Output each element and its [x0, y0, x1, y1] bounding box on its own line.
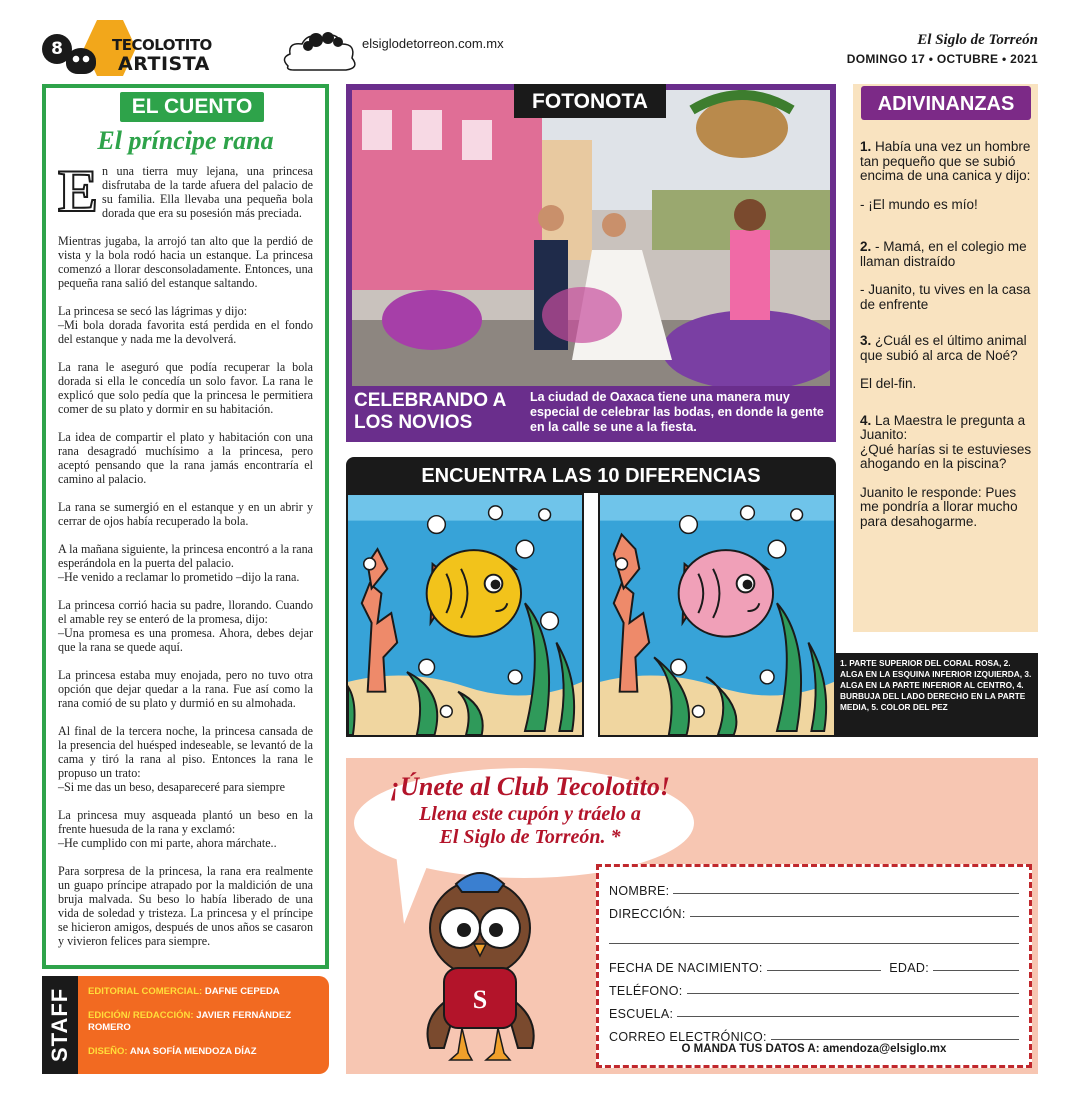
story-paragraph: La idea de compartir el plato y habitación con una rana desagradó muchísimo a la princesa, pero aceptó pensando que la rana jamás encontraría el camino al palacio.	[58, 430, 313, 486]
address-field[interactable]	[690, 916, 1019, 917]
section-name-line2: ARTISTA	[118, 53, 210, 75]
story-section-tag: EL CUENTO	[120, 92, 264, 122]
coupon-row-phone[interactable]	[609, 975, 1019, 998]
story-paragraph: La princesa estaba muy enojada, pero no tuvo otra opción que dejar quedar a la rana. Fue así como la rana comió de su plato y durmió en su almohada.	[58, 668, 313, 710]
fotonota-section	[346, 84, 836, 442]
age-field[interactable]	[933, 970, 1019, 971]
story-dropcap: E	[58, 158, 99, 224]
email-field[interactable]	[771, 1039, 1019, 1040]
story-paragraph: La rana le aseguró que podía recuperar la bola dorada si ella le concedía un solo favor. La rana le explicó que solo pedía que la princesa le permitiera comer de su plato y dormir en su habitación.	[58, 360, 313, 416]
newspaper-masthead: El Siglo de Torreón	[917, 32, 1038, 48]
club-section	[346, 758, 1038, 1074]
differences-picture-right	[598, 493, 836, 737]
riddle-question: 4. La Maestra le pregunta a Juanito: ¿Qué harías si te estuvieses ahogando en la piscina?	[860, 412, 1032, 471]
story-title: El príncipe rana	[97, 126, 274, 155]
riddle-answer: Juanito le responde: Pues me pondría a llorar mucho para desahogarme.	[860, 484, 1018, 529]
staff-credits	[78, 976, 329, 1074]
send-data-instruction[interactable]: O MANDA TUS DATOS A: amendoza@elsiglo.mx	[681, 1043, 947, 1055]
issue-date: DOMINGO 17 • OCTUBRE • 2021	[846, 52, 1038, 66]
name-field[interactable]	[673, 893, 1019, 894]
phone-field[interactable]	[687, 993, 1019, 994]
story-paragraph: La princesa corrió hacia su padre, llorando. Cuando el amable rey se enteró de la promesa, dijo: –Una promesa es una promesa. Ahora, debes dejar que la rana se quede aquí.	[58, 598, 313, 654]
riddle-answer: El del-fin.	[860, 376, 917, 391]
staff-credit-line	[88, 1010, 319, 1034]
mascot-shirt-letter: S	[472, 985, 488, 1014]
story-paragraph: Mientras jugaba, la arrojó tan alto que la perdió de vista y la bola rodó hacia un estanque. La princesa comenzó a llorar desconsoladamente. Entonces, una pequeña rana salió del estanque saltando.	[58, 234, 313, 290]
birthdate-field[interactable]	[767, 970, 882, 971]
staff-role: DISEÑO:	[88, 1046, 128, 1057]
staff-name: JAVIER FERNÁNDEZ ROMERO	[88, 1010, 292, 1033]
riddles-body	[860, 140, 1032, 543]
riddle-answer: - ¡El mundo es mío!	[860, 196, 978, 212]
fish-icon	[427, 550, 521, 637]
name-field-label: NOMBRE:	[609, 884, 670, 898]
owl-mascot-icon	[410, 848, 550, 1068]
section-name-line1: TECOLOTITO	[112, 36, 212, 54]
coupon-row-address[interactable]	[609, 898, 1019, 921]
staff-role: EDICIÓN/ REDACCIÓN:	[88, 1010, 194, 1021]
staff-name: DAFNE CEPEDA	[204, 986, 280, 997]
riddles-section	[853, 84, 1038, 632]
staff-name: ANA SOFÍA MENDOZA DÍAZ	[129, 1046, 257, 1057]
website-url[interactable]: elsiglodetorreon.com.mx	[362, 36, 504, 51]
club-subtitle-line: Llena este cupón y tráelo a	[419, 803, 641, 825]
differences-answers: 1. PARTE SUPERIOR DEL CORAL ROSA, 2. ALGA EN LA ESQUINA INFERIOR IZQUIERDA, 3. ALGA EN LA PARTE INFERIOR AL CENTRO, 4. BURBUJA DEL LADO DERECHO EN LA PARTE MEDIA, 5. COLOR DEL PEZ	[836, 653, 1038, 737]
address-field-label: DIRECCIÓN:	[609, 907, 686, 921]
photo-caption: La ciudad de Oaxaca tiene una manera muy especial de celebrar las bodas, en donde la gente en la calle se une a la fiesta.	[530, 390, 824, 434]
fish-icon	[679, 550, 773, 637]
story-paragraph-text: n una tierra muy lejana, una princesa disfrutaba de la tarde afuera del palacio de su familia. Ella llevaba una pequeña bola dorada que era su posesión más preciada.	[102, 164, 313, 220]
staff-role: EDITORIAL COMERCIAL:	[88, 986, 203, 997]
story-section	[42, 84, 329, 969]
club-title: ¡Únete al Club Tecolotito!	[390, 772, 670, 801]
membership-coupon	[596, 864, 1032, 1068]
riddle-question: 1. Había una vez un hombre tan pequeño que se subió encima de una canica y dijo:	[860, 139, 1031, 183]
club-subtitle	[370, 803, 690, 849]
age-field-label: EDAD:	[889, 961, 929, 975]
address-field-extra-line[interactable]	[609, 921, 1019, 944]
story-paragraph: A la mañana siguiente, la princesa encontró a la rana esperándola en la puerta del palacio. –He venido a reclamar lo prometido –dijo la rana.	[58, 542, 313, 584]
staff-section	[42, 976, 329, 1074]
story-paragraph: La princesa se secó las lágrimas y dijo: –Mi bola dorada favorita está perdida en el fondo del estanque y nada me la devolverá.	[58, 304, 313, 346]
story-paragraph: La princesa muy asqueada plantó un beso en la frente huesuda de la rana y exclamó: –He cumplido con mi parte, ahora márchate..	[58, 808, 313, 850]
coupon-row-birth-age[interactable]	[609, 952, 1019, 975]
staff-credit-line	[88, 986, 319, 998]
staff-credit-line	[88, 1046, 319, 1058]
owl-logo-icon	[66, 48, 96, 74]
riddle-question: 2. - Mamá, en el colegio me llaman distraído	[860, 239, 1027, 269]
staff-label: STAFF	[42, 976, 78, 1074]
coupon-row-name[interactable]	[609, 875, 1019, 898]
story-paragraph: Al final de la tercera noche, la princesa cansada de la presencia del huésped indeseable, se levantó de la cama y tiró la rana al piso. Entonces la rana le propuso un trato: –Si me das un beso, desapareceré para siempre	[58, 724, 313, 794]
differences-picture-left	[346, 493, 584, 737]
coupon-row-school[interactable]	[609, 998, 1019, 1021]
differences-title: ENCUENTRA LAS 10 DIFERENCIAS	[346, 457, 836, 493]
wedding-parade-photo	[352, 90, 830, 386]
story-paragraph: Para sorpresa de la princesa, la rana era realmente un guapo príncipe atrapado por la maldición de una bruja malvada. Su beso lo había liberado de una vida de soledad y tristeza. La princesa y el príncipe se hicieron amigos, después de unos años se casaron y vivieron felices para siempre.	[58, 864, 313, 948]
school-field[interactable]	[677, 1016, 1019, 1017]
school-field-label: ESCUELA:	[609, 1007, 674, 1021]
riddles-tag: ADIVINANZAS	[861, 86, 1031, 120]
email-field-label: CORREO ELECTRÓNICO:	[609, 1030, 767, 1044]
riddle-question: 3. ¿Cuál es el último animal que subió al arca de Noé?	[860, 333, 1027, 363]
story-paragraph: La rana se sumergió en el estanque y en un abrir y cerrar de ojos había recuperado la bola.	[58, 500, 313, 528]
coupon-row-email[interactable]	[609, 1021, 1019, 1044]
story-paragraph	[58, 158, 313, 224]
section-logo	[66, 20, 216, 76]
club-subtitle-line: El Siglo de Torreón. *	[439, 826, 621, 848]
birthdate-field-label: FECHA DE NACIMIENTO:	[609, 961, 763, 975]
story-body	[58, 158, 313, 962]
phone-field-label: TELÉFONO:	[609, 984, 683, 998]
page-number: 8	[42, 34, 72, 64]
cloud-decoration-icon	[280, 26, 360, 76]
riddle-answer: - Juanito, tu vives en la casa de enfrente	[860, 282, 1031, 312]
fotonota-tag: FOTONOTA	[514, 84, 666, 118]
photo-headline: CELEBRANDO A LOS NOVIOS	[354, 390, 506, 433]
